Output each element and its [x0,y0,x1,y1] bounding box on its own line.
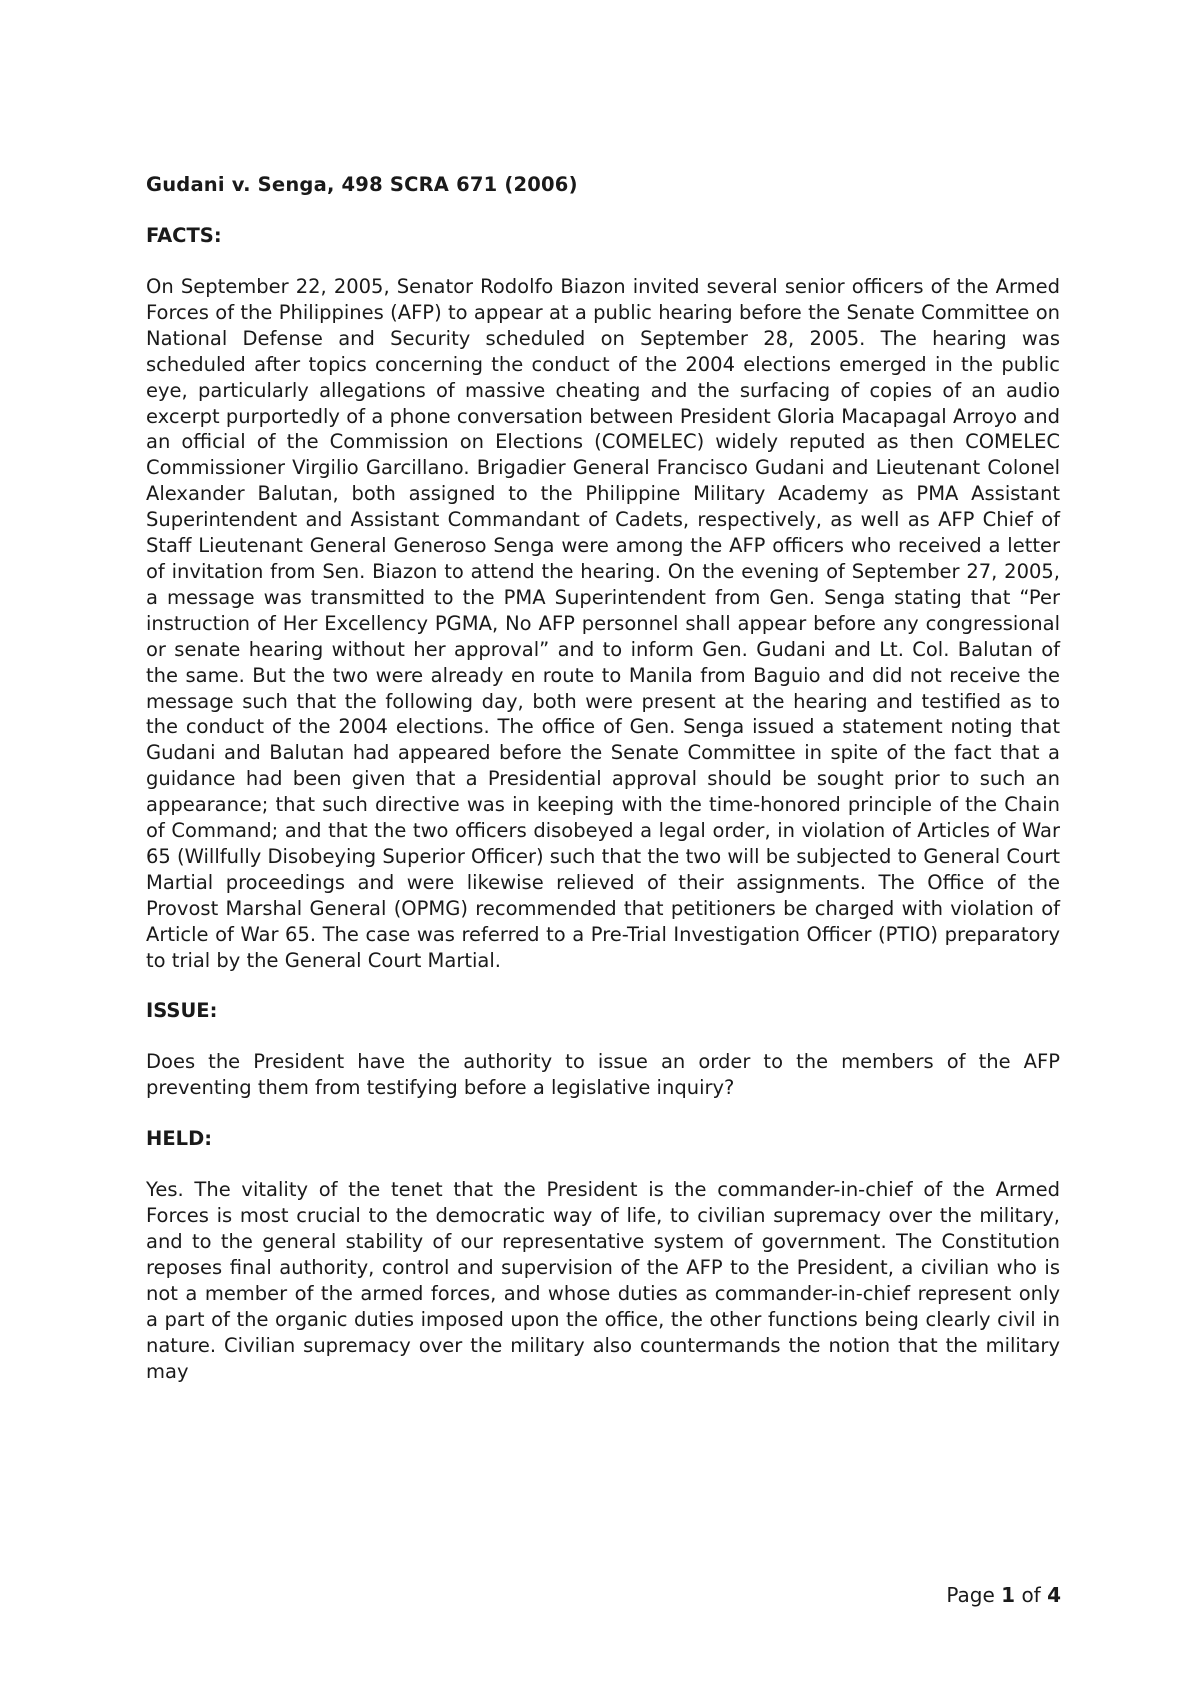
case-title: Gudani v. Senga, 498 SCRA 671 (2006) [146,173,578,196]
held-paragraph: Yes. The vitality of the tenet that the President is the commander-in-chief of the Armed Forces is most crucial to the democratic way of life, to civilian supremacy over the military, and to the general stability of our representative system of government. The Constitution reposes final authority, control and supervision of the AFP to the President, a civilian who is not a member of the armed forces, and whose duties as commander-in-chief represent only a part of the organic duties imposed upon the office, the other functions being clearly civil in nature. Civilian supremacy over the military also countermands the notion that the military may [146,1178,1060,1383]
document-body [146,172,1060,1385]
page-label: Page [946,1583,995,1607]
held-heading: HELD: [146,1127,213,1151]
issue-paragraph: Does the President have the authority to issue an order to the members of the AFP preventing them from testifying before a legislative inquiry? [146,1050,1060,1100]
total-pages-number: 4 [1047,1583,1061,1607]
facts-heading: FACTS: [146,224,222,247]
current-page-number: 1 [1001,1583,1016,1607]
of-label: of [1021,1583,1041,1607]
issue-heading: ISSUE: [146,999,218,1023]
facts-paragraph: On September 22, 2005, Senator Rodolfo Biazon invited several senior officers of the Armed Forces of the Philippines (AFP) to appear at a public hearing before the Senate Committee on National Defense and Security scheduled on September 28, 2005. The hearing was scheduled after topics concerning the conduct of the 2004 elections emerged in the public eye, particularly allegations of massive cheating and the surfacing of copies of an audio excerpt purportedly of a phone conversation between President Gloria Macapagal Arroyo and an official of the Commission on Elections (COMELEC) widely reputed as then COMELEC Commissioner Virgilio Garcillano. Brigadier General Francisco Gudani and Lieutenant Colonel Alexander Balutan, both assigned to the Philippine Military Academy as PMA Assistant Superintendent and Assistant Commandant of Cadets, respectively, as well as AFP Chief of Staff Lieutenant General Generoso Senga were among the AFP officers who received a letter of invitation from Sen. Biazon to attend the hearing. On the evening of September 27, 2005, a message was transmitted to the PMA Superintendent from Gen. Senga stating that “Per instruction of Her Excellency PGMA, No AFP personnel shall appear before any congressional or senate hearing without her approval” and to inform Gen. Gudani and Lt. Col. Balutan of the same. But the two were already en route to Manila from Baguio and did not receive the message such that the following day, both were present at the hearing and testified as to the conduct of the 2004 elections. The office of Gen. Senga issued a statement noting that Gudani and Balutan had appeared before the Senate Committee in spite of the fact that a guidance had been given that a Presidential approval should be sought prior to such an appearance; that such directive was in keeping with the time-honored principle of the Chain of Command; and that the two officers disobeyed a legal order, in violation of Articles of War 65 (Willfully Disobeying Superior Officer) such that the two will be subjected to General Court Martial proceedings and were likewise relieved of their assignments. The Office of the Provost Marshal General (OPMG) recommended that petitioners be charged with violation of Article of War 65. The case was referred to a Pre-Trial Investigation Officer (PTIO) preparatory to trial by the General Court Martial. [146,275,1060,972]
page-number-footer [946,1582,1061,1608]
